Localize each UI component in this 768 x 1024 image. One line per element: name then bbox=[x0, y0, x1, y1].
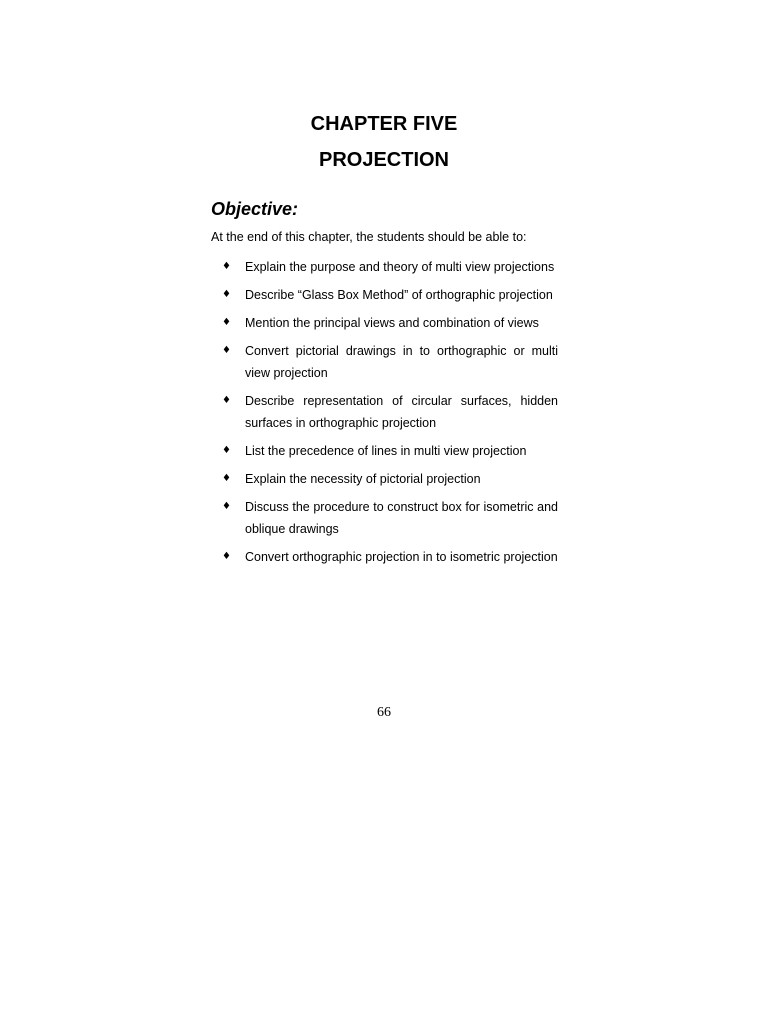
intro-text: At the end of this chapter, the students should be able to: bbox=[211, 230, 527, 244]
diamond-bullet-icon: ♦ bbox=[222, 317, 231, 328]
diamond-bullet-icon: ♦ bbox=[222, 473, 231, 484]
objective-item bbox=[222, 496, 558, 540]
objective-heading: Objective: bbox=[211, 199, 299, 219]
diamond-bullet-icon: ♦ bbox=[222, 501, 231, 512]
objective-text: List the precedence of lines in multi view projection bbox=[245, 444, 527, 458]
objective-text: Mention the principal views and combination of views bbox=[245, 316, 539, 330]
objective-text: Convert orthographic projection in to isometric projection bbox=[245, 550, 558, 564]
objective-item bbox=[222, 256, 558, 278]
page-number: 66 bbox=[377, 705, 391, 720]
objective-item bbox=[222, 312, 558, 334]
objective-text: Explain the purpose and theory of multi view projections bbox=[245, 260, 555, 274]
objective-item bbox=[222, 284, 558, 306]
objective-list bbox=[222, 256, 558, 574]
objective-text: Discuss the procedure to construct box for isometric and oblique drawings bbox=[245, 500, 558, 536]
chapter-title: CHAPTER FIVE bbox=[310, 113, 458, 135]
objective-item bbox=[222, 340, 558, 384]
chapter-subtitle: PROJECTION bbox=[318, 149, 450, 171]
objective-text: Describe representation of circular surfaces, hidden surfaces in orthographic projection bbox=[245, 394, 558, 430]
diamond-bullet-icon: ♦ bbox=[222, 289, 231, 300]
diamond-bullet-icon: ♦ bbox=[222, 551, 231, 562]
objective-text: Convert pictorial drawings in to orthographic or multi view projection bbox=[245, 344, 558, 380]
diamond-bullet-icon: ♦ bbox=[222, 395, 231, 406]
objective-text: Explain the necessity of pictorial projection bbox=[245, 472, 481, 486]
objective-item bbox=[222, 440, 558, 462]
objective-item bbox=[222, 390, 558, 434]
objective-text: Describe “Glass Box Method” of orthographic projection bbox=[245, 288, 553, 302]
objective-item bbox=[222, 468, 558, 490]
diamond-bullet-icon: ♦ bbox=[222, 345, 231, 356]
diamond-bullet-icon: ♦ bbox=[222, 445, 231, 456]
objective-item bbox=[222, 546, 558, 568]
diamond-bullet-icon: ♦ bbox=[222, 261, 231, 272]
